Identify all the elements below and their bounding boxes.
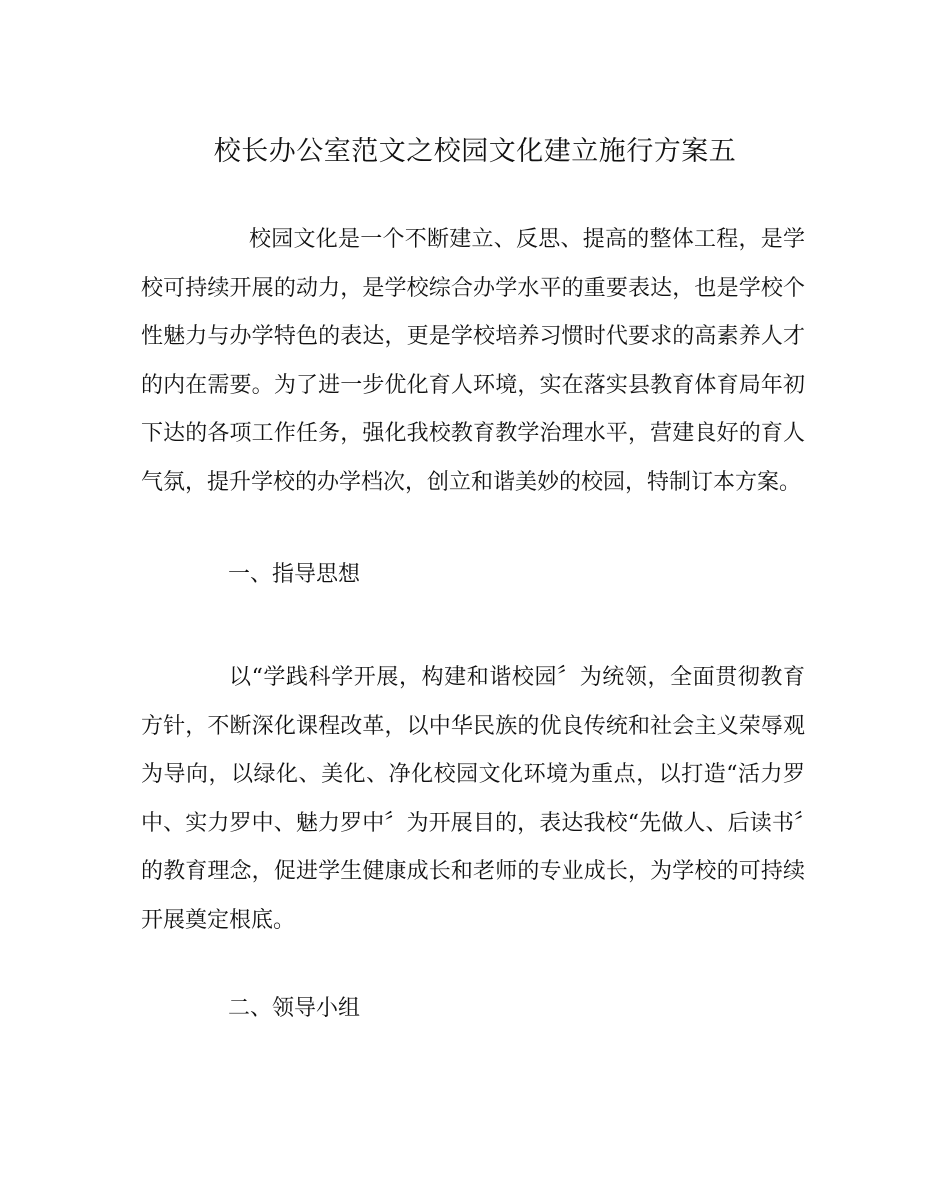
document-title: 校长办公室范文之校园文化建立施行方案五 [213, 136, 737, 167]
section-heading-guiding-ideology: 一、指导思想 [228, 562, 361, 587]
section-heading-leadership-group: 二、领导小组 [228, 996, 361, 1021]
section-body-guiding-ideology: 以“学践科学开展，构建和谐校园〞为统领，全面贯彻教育方针，不断深化课程改革，以中华民族的优良传统和社会主义荣辱观为导向，以绿化、美化、净化校园文化环境为重点，以打造“活力罗中、实力罗中、魅力罗中〞为开展目的，表达我校“先做人、后读书〞的教育理念，促进学生健康成长和老师的专业成长，为学校的可持续开展奠定根底。 [141, 665, 805, 933]
intro-paragraph: 校园文化是一个不断建立、反思、提高的整体工程，是学校可持续开展的动力，是学校综合办学水平的重要表达，也是学校个性魅力与办学特色的表达，更是学校培养习惯时代要求的高素养人才的内在需要。为了进一步优化育人环境，实在落实县教育体育局年初下达的各项工作任务，强化我校教育教学治理水平，营建良好的育人气氛，提升学校的办学档次，创立和谐美妙的校园，特制订本方案。 [141, 227, 805, 495]
